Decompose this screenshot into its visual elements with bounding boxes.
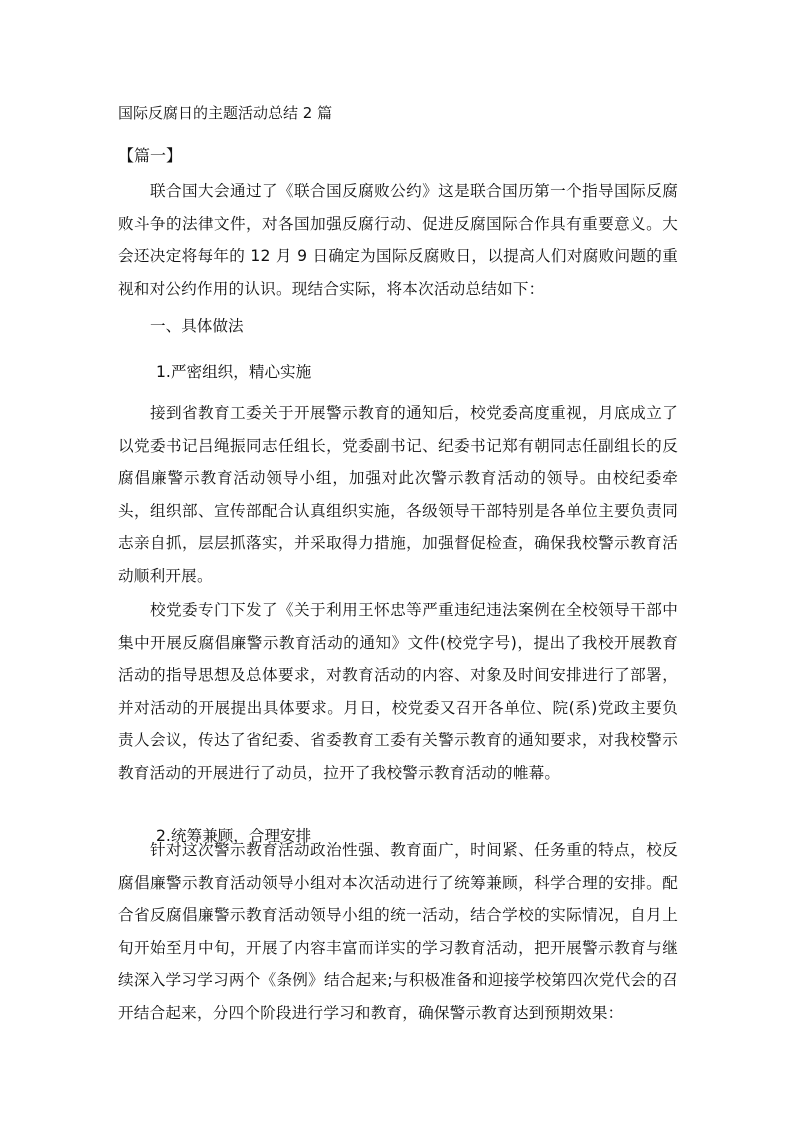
document-title: 国际反腐日的主题活动总结 2 篇 <box>118 104 333 122</box>
paragraph-arrangement: 针对这次警示教育活动政治性强、教育面广，时间紧、任务重的特点，校反腐倡廉警示教育活动领导小组对本次活动进行了统筹兼顾，科学合理的安排。配合省反腐倡廉警示教育活动领导小组的统一活动，结合学校的实际情况，自月上旬开始至月中旬，开展了内容丰富而详实的学习教育活动，把开展警示教育与继续深入学习学习两个《条例》结合起来;与积极准备和迎接学校第四次党代会的召开结合起来，分四个阶段进行学习和教育，确保警示教育达到预期效果： <box>118 841 678 1022</box>
paragraph-intro: 联合国大会通过了《联合国反腐败公约》这是联合国历第一个指导国际反腐败斗争的法律文件，对各国加强反腐行动、促进反腐国际合作具有重要意义。大会还决定将每年的 12 月 9 日确定为国际反腐败日，以提高人们对腐败问题的重视和对公约作用的认识。现结合实际，将本次活动总结如下： <box>118 182 678 298</box>
paragraph-notice: 校党委专门下发了《关于利用王怀忠等严重违纪违法案例在全校领导干部中集中开展反腐倡廉警示教育活动的通知》文件(校党字号)，提出了我校开展教育活动的指导思想及总体要求，对教育活动的内容、对象及时间安排进行了部署，并对活动的开展提出具体要求。月日，校党委又召开各单位、院(系)党政主要负责人会议，传达了省纪委、省委教育工委有关警示教育的通知要求，对我校警示教育活动的开展进行了动员，拉开了我校警示教育活动的帷幕。 <box>118 601 678 782</box>
subheading-arrangement: 2.统筹兼顾，合理安排 <box>156 827 312 845</box>
heading-specific-methods: 一、具体做法 <box>150 317 244 335</box>
subheading-organization: 1.严密组织，精心实施 <box>156 363 312 381</box>
paragraph-organization: 接到省教育工委关于开展警示教育的通知后，校党委高度重视，月底成立了以党委书记吕绳振同志任组长，党委副书记、纪委书记郑有朝同志任副组长的反腐倡廉警示教育活动领导小组，加强对此次警示教育活动的领导。由校纪委牵头，组织部、宣传部配合认真组织实施，各级领导干部特别是各单位主要负责同志亲自抓，层层抓落实，并采取得力措施，加强督促检查，确保我校警示教育活动顺利开展。 <box>118 404 678 585</box>
section-label: 【篇一】 <box>118 146 183 165</box>
